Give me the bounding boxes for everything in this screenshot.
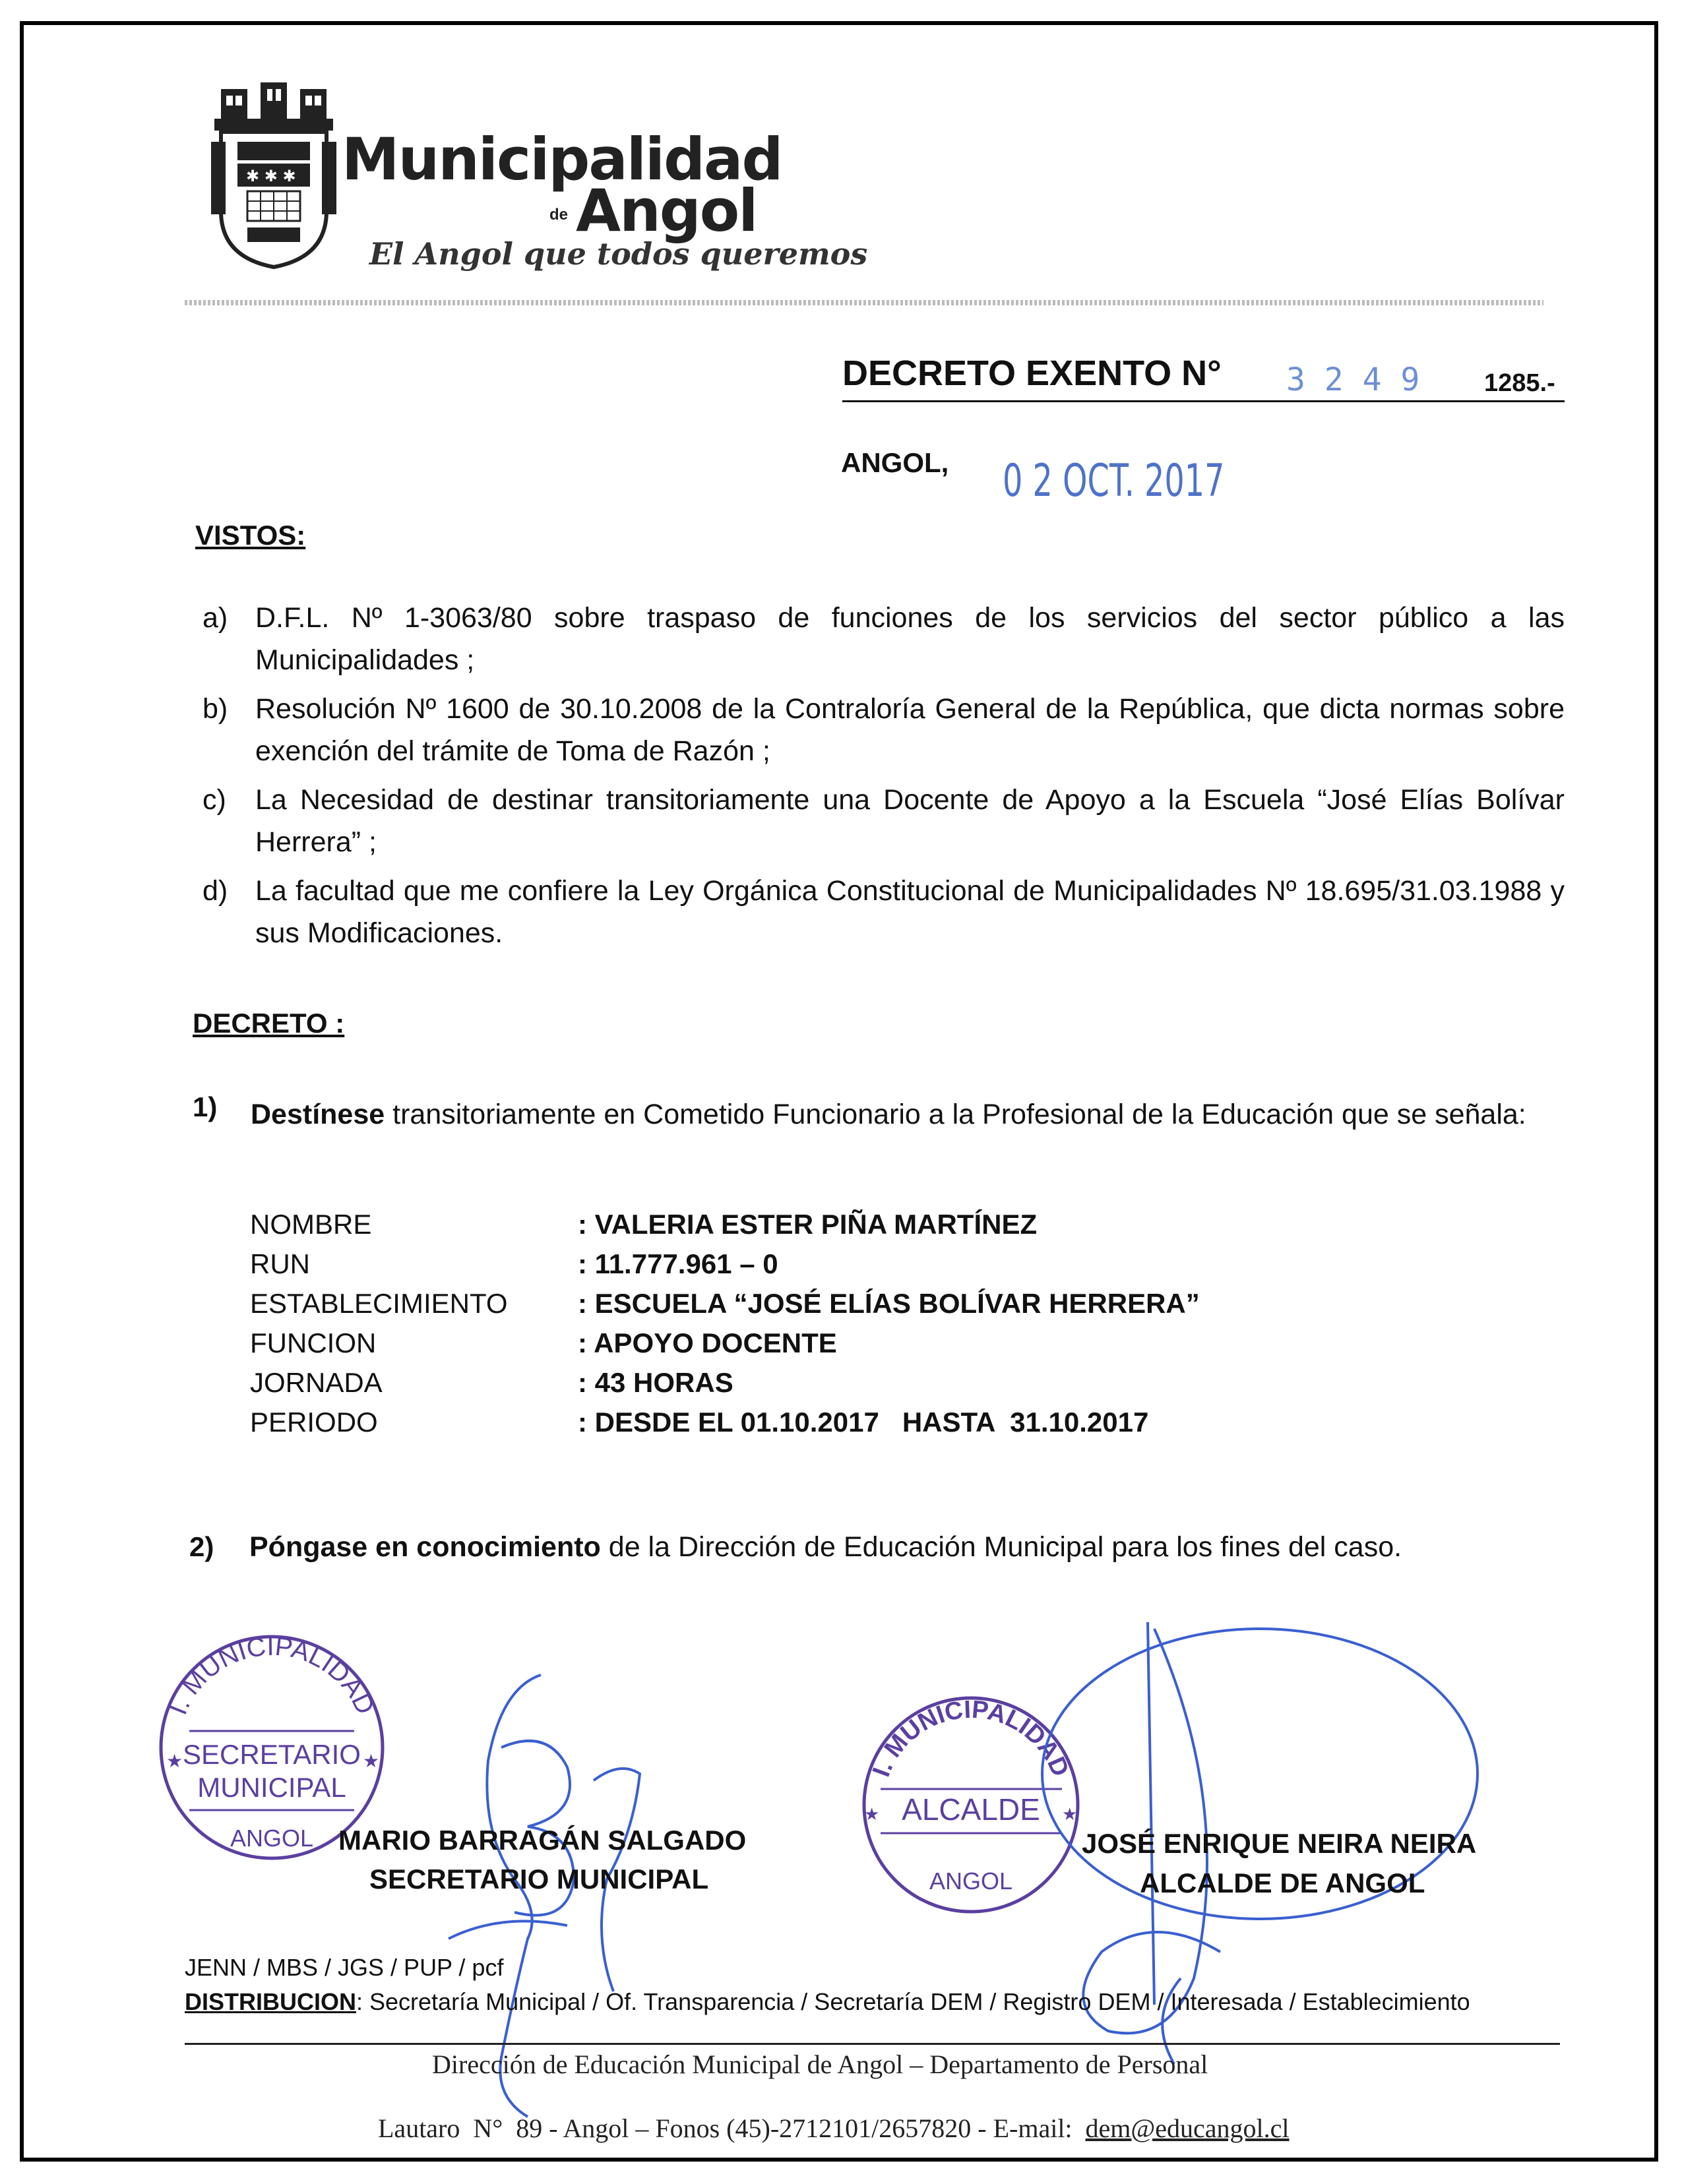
field-label: PERIODO	[250, 1407, 378, 1438]
secretary-name: MARIO BARRAGÁN SALGADO	[338, 1825, 747, 1856]
mayor-title: ALCALDE DE ANGOL	[1140, 1867, 1425, 1898]
footer-email-link[interactable]: dem@educangol.cl	[1085, 2113, 1290, 2143]
svg-text:★: ★	[1062, 1805, 1078, 1825]
decreto-item2-number: 2)	[189, 1531, 214, 1562]
decree-number-typed: 1285.-	[1484, 369, 1555, 397]
field-label: JORNADA	[250, 1367, 383, 1398]
svg-text:✱ ✱ ✱: ✱ ✱ ✱	[246, 167, 296, 185]
mayor-stamp-top: I. MUNICIPALIDAD	[867, 1695, 1075, 1781]
vistos-item-text: D.F.L. Nº 1-3063/80 sobre traspaso de funciones de los servicios del sector público a las Municipalidades ;	[255, 602, 1565, 676]
svg-text:★: ★	[864, 1805, 880, 1825]
org-name-line1: Municipalidad	[342, 125, 782, 193]
vistos-item-label: d)	[202, 875, 228, 907]
org-name-de: de	[549, 206, 569, 224]
field-value: : 43 HORAS	[578, 1367, 733, 1398]
header-divider	[185, 300, 1543, 305]
distribution-text: : Secretaría Municipal / Of. Transparencia / Secretaría DEM / Registro DEM / Interesada / Establecimiento	[356, 1988, 1470, 2015]
footer-divider	[185, 2043, 1560, 2045]
municipal-crest-icon	[208, 79, 340, 270]
field-value: : ESCUELA “JOSÉ ELÍAS BOLÍVAR HERRERA”	[578, 1288, 1200, 1319]
vistos-item-label: c)	[202, 784, 226, 816]
svg-text:★: ★	[363, 1750, 380, 1772]
vistos-item-b	[202, 688, 1565, 772]
vistos-item-label: b)	[202, 693, 228, 725]
field-value: : 11.777.961 – 0	[578, 1248, 778, 1279]
org-slogan: El Angol que todos queremos	[369, 236, 868, 272]
vistos-item-d	[202, 870, 1565, 954]
field-row-establecimiento	[250, 1288, 1503, 1327]
distribution-label: DISTRIBUCION	[185, 1988, 356, 2015]
official-fields	[250, 1209, 1503, 1446]
mayor-stamp-bottom: ANGOL	[929, 1867, 1013, 1895]
footer-address-text: Lautaro N° 89 - Angol – Fonos (45)-2712101/2657820 - E-mail:	[378, 2113, 1073, 2143]
field-label: NOMBRE	[250, 1209, 372, 1240]
secretary-stamp-bottom: ANGOL	[230, 1825, 314, 1852]
secretary-stamp-mid1: SECRETARIO	[183, 1739, 361, 1770]
vistos-item-c	[202, 779, 1565, 863]
field-row-jornada	[250, 1367, 1503, 1407]
decreto-item2-text: de la Dirección de Educación Municipal para los fines del caso.	[600, 1531, 1402, 1563]
field-value: : APOYO DOCENTE	[578, 1327, 837, 1358]
field-label: RUN	[250, 1248, 310, 1279]
org-name-line2: Angol	[576, 177, 757, 245]
decreto-item1-bold: Destínese	[251, 1099, 385, 1130]
field-row-periodo	[250, 1407, 1503, 1446]
vistos-list	[202, 597, 1565, 954]
distribution-line	[185, 1988, 1470, 2016]
mayor-stamp-mid: ALCALDE	[902, 1792, 1040, 1827]
field-label: FUNCION	[250, 1327, 377, 1358]
decree-title: DECRETO EXENTO N°	[842, 353, 1222, 393]
decreto-item2-bold: Póngase en conocimiento	[249, 1531, 601, 1563]
field-row-funcion	[250, 1327, 1503, 1367]
mayor-name: JOSÉ ENRIQUE NEIRA NEIRA	[1082, 1828, 1477, 1859]
decreto-item2	[249, 1531, 1569, 1563]
decree-date-stamp: 0 2 OCT. 2017	[1003, 455, 1225, 507]
decreto-item1	[251, 1093, 1565, 1136]
vistos-item-label: a)	[202, 602, 228, 634]
vistos-item-a	[202, 597, 1565, 681]
reference-initials: JENN / MBS / JGS / PUP / pcf	[185, 1954, 504, 1981]
decreto-item1-number: 1)	[193, 1091, 218, 1122]
secretary-stamp-top: I. MUNICIPALIDAD	[163, 1631, 381, 1719]
svg-text:★: ★	[166, 1750, 183, 1772]
footer-address-line2	[365, 2082, 1290, 2144]
decree-number-stamp: 3 2 4 9	[1286, 361, 1420, 398]
vistos-item-text: Resolución Nº 1600 de 30.10.2008 de la Contraloría General de la República, que dicta normas sobre exención del trámite de Toma de Razón ;	[255, 693, 1565, 767]
field-value: : VALERIA ESTER PIÑA MARTÍNEZ	[578, 1209, 1038, 1240]
field-value: : DESDE EL 01.10.2017 HASTA 31.10.2017	[578, 1407, 1149, 1438]
secretary-title: SECRETARIO MUNICIPAL	[369, 1864, 709, 1895]
decree-place: ANGOL,	[841, 447, 949, 478]
decreto-heading: DECRETO :	[193, 1008, 345, 1039]
decree-title-underline	[842, 400, 1565, 402]
field-row-run	[250, 1248, 1503, 1288]
vistos-item-text: La Necesidad de destinar transitoriamente una Docente de Apoyo a la Escuela “José Elías Bolívar Herrera” ;	[255, 784, 1565, 858]
decreto-item1-text: transitoriamente en Cometido Funcionario a la Profesional de la Educación que se señala:	[385, 1099, 1526, 1130]
field-row-nombre	[250, 1209, 1503, 1248]
field-label: ESTABLECIMIENTO	[250, 1288, 508, 1319]
secretary-stamp-mid2: MUNICIPAL	[197, 1772, 346, 1803]
footer-address-line1: Dirección de Educación Municipal de Angol – Departamento de Personal	[432, 2049, 1208, 2079]
vistos-item-text: La facultad que me confiere la Ley Orgánica Constitucional de Municipalidades Nº 18.695/31.03.1988 y sus Modificaciones.	[255, 875, 1565, 949]
vistos-heading: VISTOS:	[195, 520, 306, 551]
